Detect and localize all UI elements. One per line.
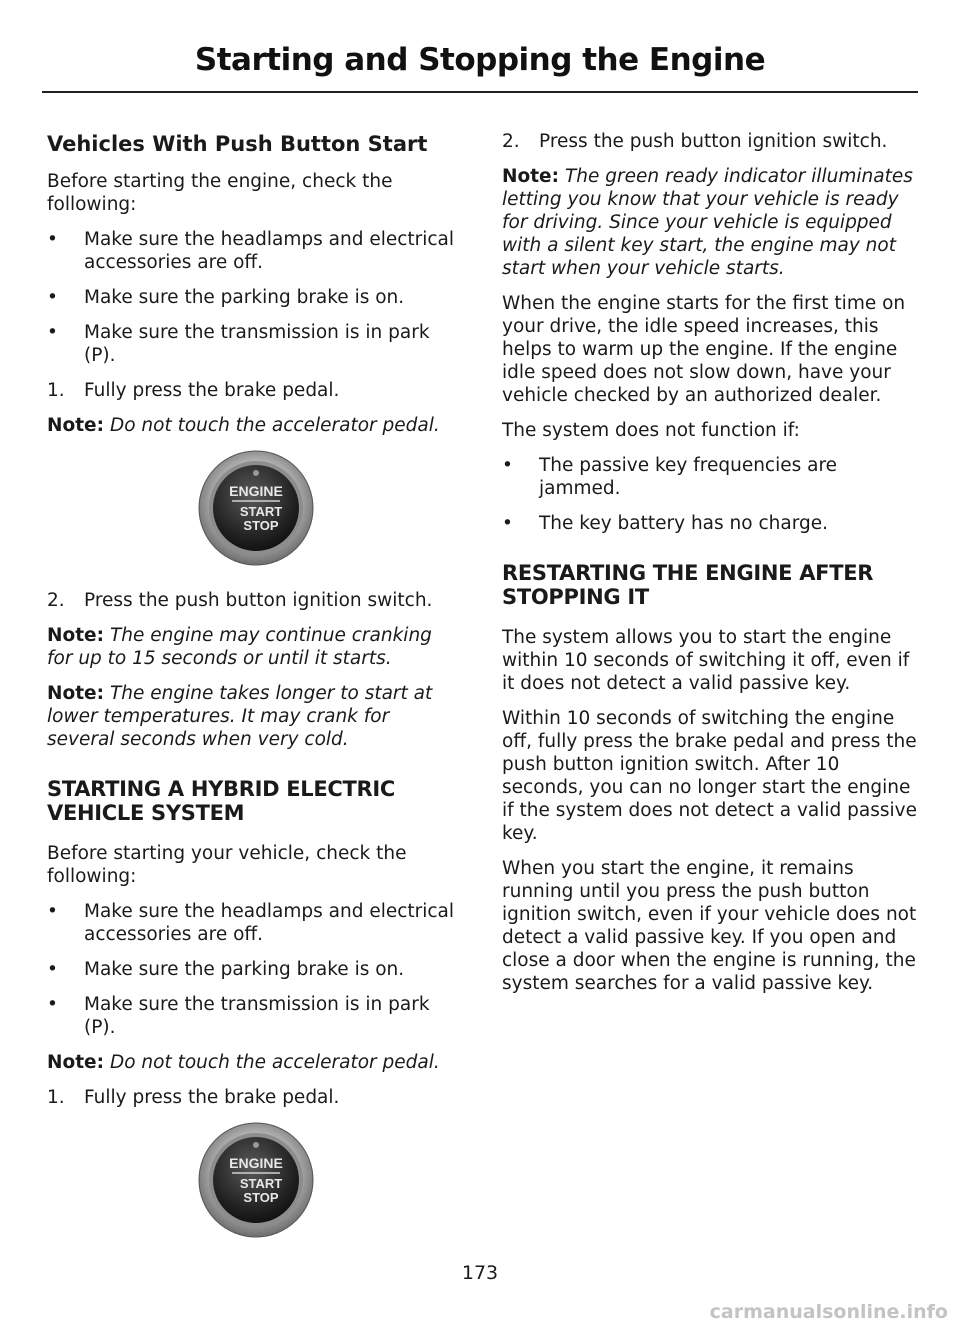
note: Note: Do not touch the accelerator pedal. [47,415,440,436]
list-item: • Make sure the transmission is in park (P). [47,322,430,366]
note: Note: Do not touch the accelerator pedal. [47,1052,440,1073]
list-item: • Make sure the transmission is in park (P). [47,994,430,1038]
paragraph: When you start the engine, it remains running until you press the push button ignition switch, even if your vehicle does not detect a valid passive key. If you open and close a door when the engine is running, the system searches for a valid passive key. [502,858,917,994]
list-item: • Make sure the parking brake is on. [47,959,405,980]
right-column [502,130,917,1007]
hybrid-intro-paragraph: Before starting your vehicle, check the following: [47,843,407,887]
list-item: • The key battery has no charge. [502,513,828,534]
engine-start-stop-button-figure [47,449,462,577]
watermark: carmanualsonline.info [709,1301,948,1323]
push-button-start-heading: Vehicles With Push Button Start [47,132,428,156]
paragraph: The system does not function if: [502,420,800,441]
step-1: 1. Fully press the brake pedal. [47,1087,340,1108]
step-2: 2. Press the push button ignition switch. [47,590,433,611]
list-item: • The passive key frequencies are jammed. [502,455,838,499]
paragraph: The system allows you to start the engine within 10 seconds of switching it off, even if it does not detect a valid passive key. [502,627,910,694]
paragraph: Within 10 seconds of switching the engine off, fully press the brake pedal and press the push button ignition switch. After 10 seconds, you can no longer start the engine if the system does not detect a valid passive key. [502,708,917,844]
note: Note: The engine may continue cranking for up to 15 seconds or until it starts. [47,625,432,669]
note: Note: The engine takes longer to start at lower temperatures. It may crank for several seconds when very cold. [47,683,433,750]
engine-start-stop-button-icon [197,449,315,567]
list-item: • Make sure the headlamps and electrical accessories are off. [47,901,455,945]
title-divider [42,91,918,93]
page-number: 173 [461,1262,499,1284]
engine-start-stop-button-icon [197,1121,315,1239]
svg-text:STOP: STOP [243,1190,279,1205]
list-item: • Make sure the parking brake is on. [47,287,405,308]
svg-text:START: START [239,1176,283,1191]
restarting-section-heading: RESTARTING THE ENGINE AFTER STOPPING IT [502,561,874,609]
page-title: Starting and Stopping the Engine [194,42,766,78]
svg-text:ENGINE: ENGINE [229,1155,283,1171]
paragraph: When the engine starts for the first time on your drive, the idle speed increases, this helps to warm up the engine. If the engine idle speed does not slow down, have your vehicle checked by an authorized dealer. [502,293,906,406]
svg-text:ENGINE: ENGINE [229,483,283,499]
step-2: 2. Press the push button ignition switch. [502,131,888,152]
hybrid-section-heading: STARTING A HYBRID ELECTRIC VEHICLE SYSTEM [47,777,396,825]
left-column [47,130,462,1261]
svg-text:START: START [239,504,283,519]
step-1: 1. Fully press the brake pedal. [47,380,340,401]
note: Note: The green ready indicator illuminates letting you know that your vehicle is ready for driving. Since your vehicle is equipped with a silent key start, the engine may not start when your vehicle starts. [502,166,913,279]
intro-paragraph: Before starting the engine, check the following: [47,171,393,215]
engine-start-stop-button-figure [47,1121,462,1249]
svg-text:STOP: STOP [243,518,279,533]
list-item: • Make sure the headlamps and electrical accessories are off. [47,229,455,273]
